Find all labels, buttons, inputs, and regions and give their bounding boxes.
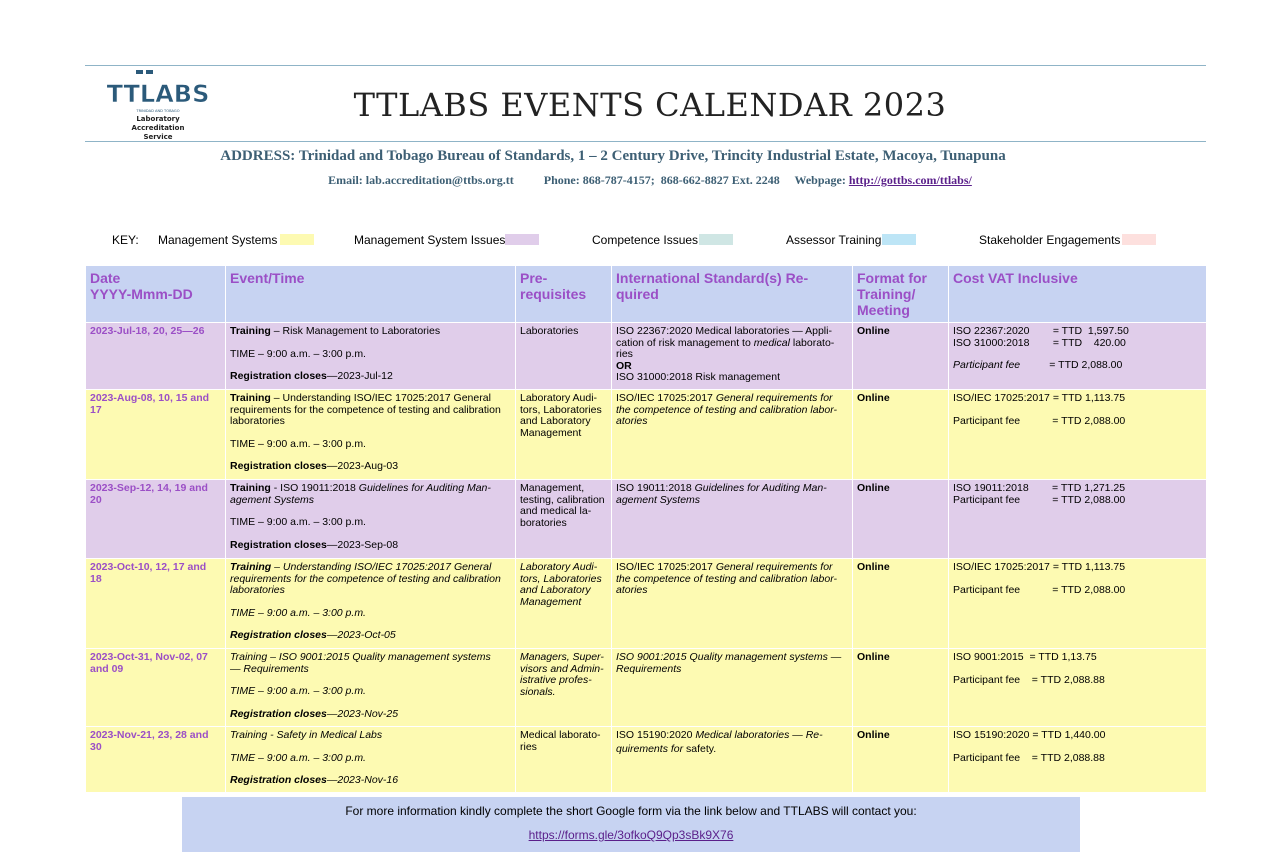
- table-row: [86, 323, 1207, 390]
- cell-cost: ISO 22367:2020 = TTD 1,597.50 ISO 31000:2018 = TTD 420.00 Participant fee = TTD 2,088.00: [949, 323, 1207, 390]
- address-line: ADDRESS: Trinidad and Tobago Bureau of Standards, 1 – 2 Century Drive, Trincity Industrial Estate, Macoya, Tunapuna: [220, 148, 1006, 164]
- cell-standard: ISO 9001:2015 Quality management systems — Requirements: [612, 649, 853, 727]
- cell-prerequisites: Laboratories: [516, 323, 612, 390]
- table-row: [86, 390, 1207, 480]
- cell-date: 2023-Oct-31, Nov-02, 07 and 09: [86, 649, 226, 727]
- table-row: [86, 480, 1207, 559]
- cell-format: Online: [853, 559, 949, 649]
- logo-line-2: Accreditation: [131, 124, 185, 132]
- phone-text: Phone: 868-787-4157; 868-662-8827 Ext. 2248: [543, 173, 780, 187]
- cell-standard: ISO/IEC 17025:2017 General requirements for the competence of testing and calibration labor- atories: [612, 390, 853, 480]
- cell-format: Online: [853, 390, 949, 480]
- key-assessor-training: Assessor Training: [786, 233, 882, 247]
- cell-format: Online: [853, 323, 949, 390]
- cell-date: 2023-Oct-10, 12, 17 and 18: [86, 559, 226, 649]
- cell-cost: ISO 19011:2018 = TTD 1,271.25 Participant fee = TTD 2,088.00: [949, 480, 1207, 559]
- table-row: [86, 649, 1207, 727]
- cell-format: Online: [853, 480, 949, 559]
- cell-event: Training – Understanding ISO/IEC 17025:2017 General requirements for the competence of testing and calibration laboratories TIME – 9:00 a.m. – 3:00 p.m. Registration closes—2023-Aug-03: [226, 390, 516, 480]
- cell-event: Training - Safety in Medical Labs TIME – 9:00 a.m. – 3:00 p.m. Registration closes—2023-Nov-16: [226, 727, 516, 793]
- cell-prerequisites: Medical laborato- ries: [516, 727, 612, 793]
- cell-prerequisites: Laboratory Audi- tors, Laboratories and Laboratory Management: [516, 559, 612, 649]
- table-row: [86, 559, 1207, 649]
- key-swatch-competence-issues: [699, 234, 733, 245]
- cell-event: Training - ISO 19011:2018 Guidelines for Auditing Man- agement Systems TIME – 9:00 a.m. – 3:00 p.m. Registration closes—2023-Sep-08: [226, 480, 516, 559]
- header-standard: International Standard(s) Re- quired: [612, 266, 853, 323]
- cell-standard: ISO/IEC 17025:2017 General requirements for the competence of testing and calibration labor- atories: [612, 559, 853, 649]
- cell-event: Training – ISO 9001:2015 Quality management systems — Requirements TIME – 9:00 a.m. – 3:00 p.m. Registration closes—2023-Nov-25: [226, 649, 516, 727]
- top-rule: [85, 65, 1206, 66]
- table-row: [86, 727, 1207, 793]
- cell-format: Online: [853, 727, 949, 793]
- cell-prerequisites: Management, testing, calibration and medical la- boratories: [516, 480, 612, 559]
- cell-cost: ISO/IEC 17025:2017 = TTD 1,113.75 Participant fee = TTD 2,088.00: [949, 390, 1207, 480]
- contact-line: [200, 173, 1100, 188]
- cell-date: 2023-Nov-21, 23, 28 and 30: [86, 727, 226, 793]
- header-format: Format for Training/ Meeting: [853, 266, 949, 323]
- cell-cost: ISO 9001:2015 = TTD 1,13.75 Participant fee = TTD 2,088.88: [949, 649, 1207, 727]
- page-title: TTLABS EVENTS CALENDAR 2023: [353, 86, 947, 124]
- webpage-link[interactable]: http://gottbs.com/ttlabs/: [848, 173, 972, 187]
- cell-standard: ISO 15190:2020 Medical laboratories — Re- quirements for safety.: [612, 727, 853, 793]
- key-swatch-management-system-issues: [505, 234, 539, 245]
- cell-cost: ISO 15190:2020 = TTD 1,440.00 Participant fee = TTD 2,088.88: [949, 727, 1207, 793]
- footer-text: For more information kindly complete the short Google form via the link below and TTLABS will contact you:: [345, 804, 917, 818]
- header-event: Event/Time: [226, 266, 516, 323]
- cell-standard: ISO 22367:2020 Medical laboratories — Appli- cation of risk management to medical laborato- ries OR ISO 31000:2018 Risk management: [612, 323, 853, 390]
- google-form-link[interactable]: https://forms.gle/3ofkoQ9Qp3sBk9X76: [528, 828, 734, 842]
- email-text: Email: lab.accreditation@ttbs.org.tt: [328, 173, 514, 187]
- cell-date: 2023-Aug-08, 10, 15 and 17: [86, 390, 226, 480]
- cell-event: Training – Risk Management to Laboratories TIME – 9:00 a.m. – 3:00 p.m. Registration closes—2023-Jul-12: [226, 323, 516, 390]
- cell-standard: ISO 19011:2018 Guidelines for Auditing Man- agement Systems: [612, 480, 853, 559]
- cell-date: 2023-Sep-12, 14, 19 and 20: [86, 480, 226, 559]
- key-swatch-management-systems: [280, 234, 314, 245]
- logo-line-3: Service: [143, 133, 173, 141]
- key-swatch-assessor-training: [882, 234, 916, 245]
- header-date: Date YYYY-Mmm-DD: [86, 266, 226, 323]
- events-table: [85, 265, 1207, 793]
- header-prerequisites: Pre- requisites: [516, 266, 612, 323]
- cell-date: 2023-Jul-18, 20, 25—26: [86, 323, 226, 390]
- info-footer: [182, 797, 1080, 852]
- cell-format: Online: [853, 649, 949, 727]
- cell-prerequisites: Laboratory Audi- tors, Laboratories and Laboratory Management: [516, 390, 612, 480]
- logo-line-1: Laboratory: [136, 115, 180, 123]
- cell-event: Training – Understanding ISO/IEC 17025:2017 General requirements for the competence of testing and calibration laboratories TIME – 9:00 a.m. – 3:00 p.m. Registration closes—2023-Oct-05: [226, 559, 516, 649]
- cell-prerequisites: Managers, Super- visors and Admin- istrative profes- sionals.: [516, 649, 612, 727]
- table-header-row: [86, 266, 1207, 323]
- cell-cost: ISO/IEC 17025:2017 = TTD 1,113.75 Participant fee = TTD 2,088.00: [949, 559, 1207, 649]
- key-management-system-issues: Management System Issues: [354, 233, 506, 247]
- key-label: KEY:: [112, 233, 139, 247]
- logo-wordmark: TTLABS: [106, 80, 210, 108]
- key-stakeholder-engagements: Stakeholder Engagements: [979, 233, 1121, 247]
- logo-subtext: TRINIDAD AND TOBAGO: [136, 109, 180, 113]
- webpage-label: Webpage:: [794, 173, 849, 187]
- key-competence-issues: Competence Issues: [592, 233, 699, 247]
- key-management-systems: Management Systems: [158, 233, 278, 247]
- ttlabs-logo: [106, 68, 210, 142]
- key-swatch-stakeholder-engagements: [1122, 234, 1156, 245]
- title-rule: [85, 141, 1206, 142]
- header-cost: Cost VAT Inclusive: [949, 266, 1207, 323]
